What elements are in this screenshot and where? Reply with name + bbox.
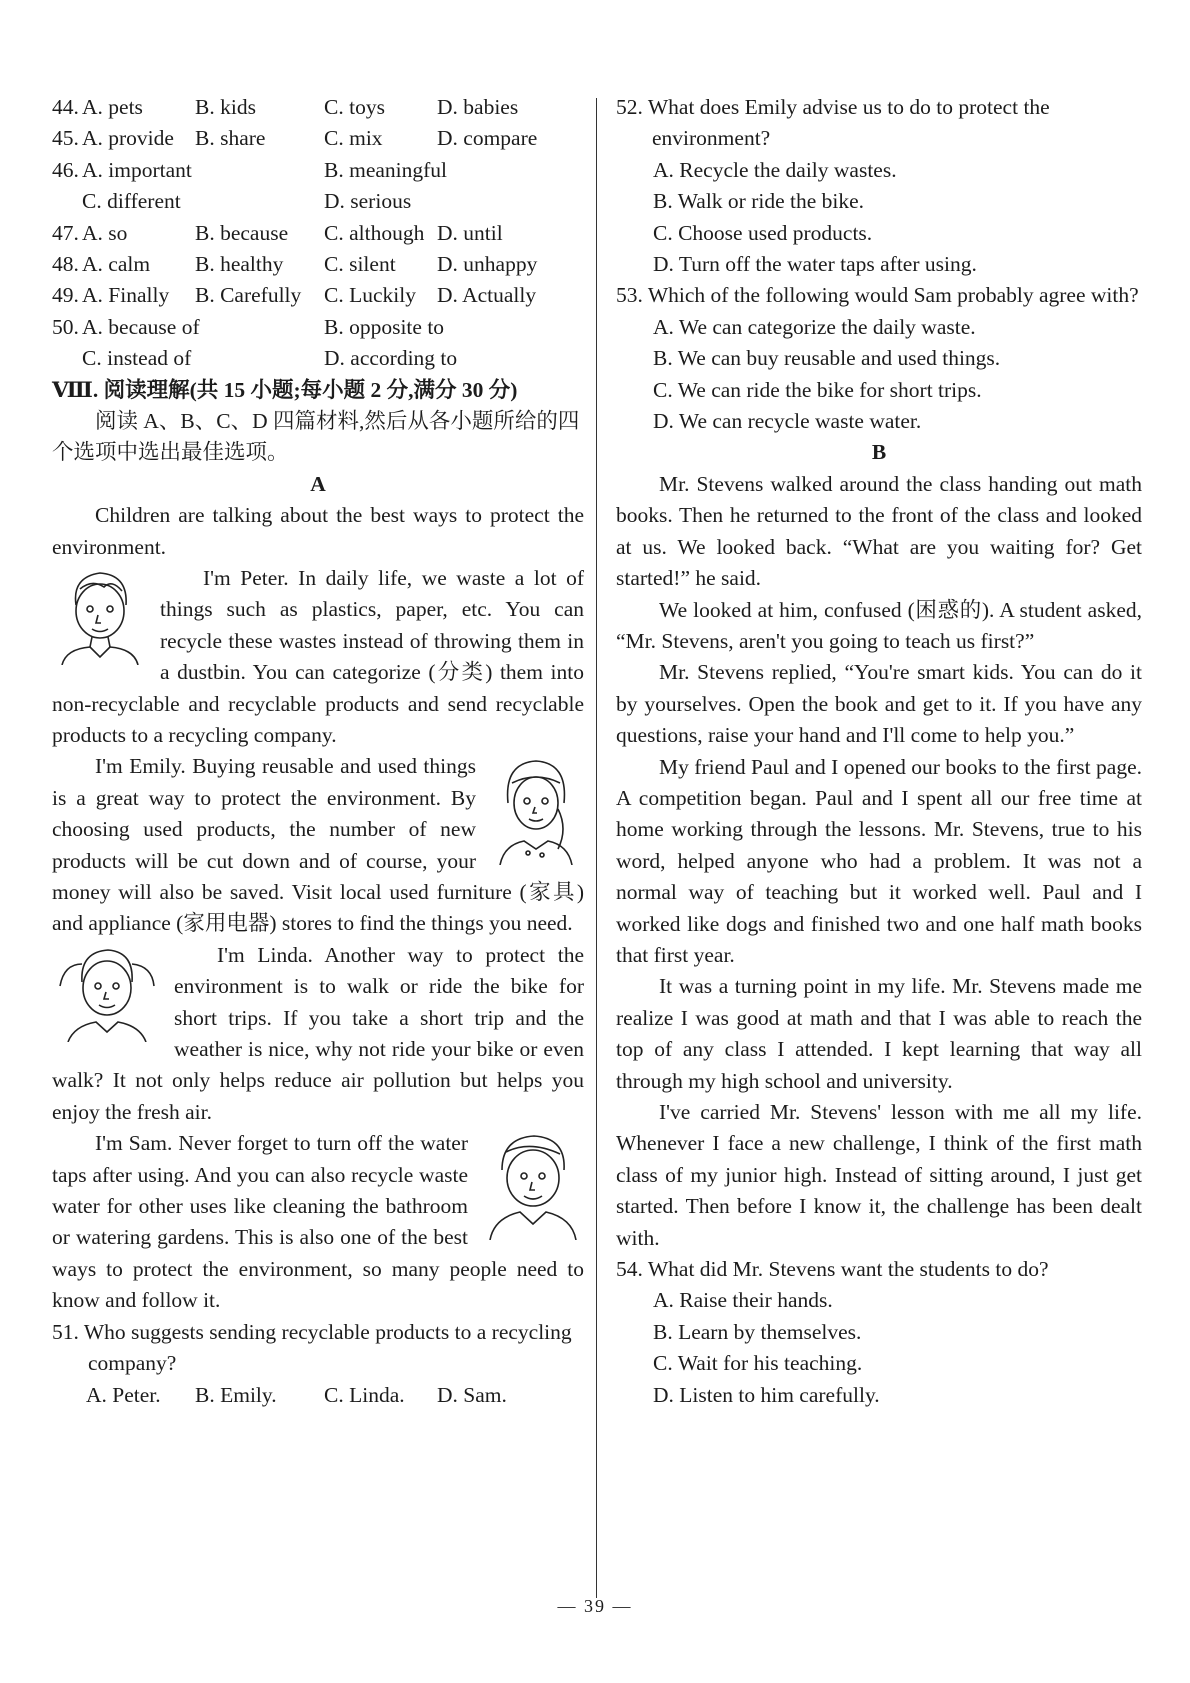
option-c: C. toys [324, 95, 385, 119]
question-number: 46. [52, 157, 79, 182]
option-b: B. healthy [195, 251, 284, 276]
option-a: A. We can categorize the daily waste. [653, 314, 976, 339]
left-column [52, 92, 584, 1411]
option-d: D. Actually [437, 283, 537, 308]
emily-illustration [488, 753, 584, 865]
question-number: 49. [52, 283, 79, 308]
option-c: C. Choose used products. [653, 220, 873, 245]
passage-a-peter: I'm Peter. In daily life, we waste a lot of things such as plastics, paper, etc. You can recycle these wastes instead of throwing them in a dustbin. You can categorize (分类) them into non-recyclable and recyclable products and send recyclable products to a recycling company. [52, 565, 584, 747]
option-a: A. Finally [82, 283, 170, 308]
option-c: C. mix [324, 126, 383, 151]
option-c: C. We can ride the bike for short trips. [653, 377, 982, 402]
option-row-48 [52, 249, 584, 280]
section-instruction: 阅读 A、B、C、D 四篇材料,然后从各小题所给的四个选项中选出最佳选项。 [52, 408, 580, 465]
passage-b-paragraph: We looked at him, confused (困惑的). A student asked, “Mr. Stevens, aren't you going to teach us first?” [616, 597, 1142, 653]
option-b: B. Emily. [195, 1382, 277, 1407]
option-d: D. unhappy [437, 251, 538, 276]
passage-b-paragraph: My friend Paul and I opened our books to the first page. A competition began. Paul and I spent all our free time at home working through the lessons. Mr. Stevens, true to his word, helped anyone who had a problem. It was not a normal way of teaching but it worked well. Paul and I worked like dogs and finished two and one half math books that first year. [616, 754, 1142, 967]
option-d: D. Turn off the water taps after using. [653, 252, 977, 277]
question-number: 44. [52, 95, 79, 119]
option-row-46b [52, 186, 584, 217]
passage-b-paragraph: I've carried Mr. Stevens' lesson with me all my life. Whenever I face a new challenge, I think of the first math class of my junior high. Instead of sitting around, I just get started. Then before I know it, the challenge has been dealt with. [616, 1100, 1142, 1250]
option-b: B. Walk or ride the bike. [653, 189, 865, 214]
question-number: 45. [52, 126, 79, 151]
question-51: 51. Who suggests sending recyclable products to a recycling company? [52, 1319, 572, 1376]
column-divider [596, 98, 597, 1598]
option-b: B. kids [195, 95, 256, 119]
option-c: C. Wait for his teaching. [653, 1351, 863, 1376]
option-a: A. Peter. [86, 1382, 161, 1407]
option-c: C. although [324, 220, 425, 245]
question-53: 53. Which of the following would Sam probably agree with? [616, 283, 1139, 308]
question-52: 52. What does Emily advise us to do to protect the environment? [616, 95, 1050, 151]
passage-a-emily: I'm Emily. Buying reusable and used things is a great way to protect the environment. By choosing used products, the number of new products will be cut down and of course, your money will also be saved. Visit local used furniture (家具) and appliance (家用电器) stores to find the things you need. [52, 754, 584, 936]
option-d: D. according to [324, 346, 458, 371]
passage-b-paragraph: Mr. Stevens walked around the class handing out math books. Then he returned to the front of the class and looked at us. We looked back. “What are you waiting for? Get started!” he said. [616, 471, 1142, 591]
passage-a-linda: I'm Linda. Another way to protect the environment is to walk or ride the bike for short trips. If you take a short trip and the weather is nice, why not ride your bike or even walk? It not only helps reduce air pollution but helps you enjoy the fresh air. [52, 942, 584, 1124]
option-a: A. calm [82, 251, 151, 276]
option-c: C. silent [324, 251, 396, 276]
option-c: C. instead of [82, 346, 192, 371]
option-c: C. Linda. [324, 1382, 405, 1407]
question-number: 50. [52, 314, 79, 339]
peter-illustration [52, 565, 148, 665]
question-number: 48. [52, 251, 79, 276]
question-51-options [52, 1380, 584, 1411]
option-a: A. important [82, 157, 192, 182]
passage-b-paragraph: It was a turning point in my life. Mr. Stevens made me realize I was good at math and that I was able to reach the top of any class I attended. I kept learning that way all through my high school and university. [616, 974, 1142, 1093]
option-row-46a [52, 155, 584, 186]
option-row-50a [52, 312, 584, 343]
option-b: B. Carefully [195, 283, 302, 308]
option-b: B. meaningful [324, 157, 448, 182]
option-c: C. different [82, 189, 181, 214]
option-row-44 [52, 92, 584, 123]
question-number: 47. [52, 220, 79, 245]
linda-illustration [52, 942, 162, 1042]
option-a: A. so [82, 220, 128, 245]
option-d: D. compare [437, 126, 538, 151]
option-a: A. provide [82, 126, 174, 151]
option-row-47 [52, 218, 584, 249]
option-row-49 [52, 280, 584, 311]
option-a: A. Recycle the daily wastes. [653, 157, 897, 182]
right-column [616, 92, 1142, 1411]
option-b: B. Learn by themselves. [653, 1319, 862, 1344]
option-c: C. Luckily [324, 283, 416, 308]
option-a: A. pets [82, 95, 143, 119]
question-54: 54. What did Mr. Stevens want the students to do? [616, 1257, 1049, 1282]
option-b: B. because [195, 220, 289, 245]
page-number: — 39 — [557, 1596, 633, 1616]
option-a: A. Raise their hands. [653, 1288, 833, 1313]
option-b: B. opposite to [324, 314, 445, 339]
option-d: D. We can recycle waste water. [653, 409, 922, 434]
section-title: Ⅷ. 阅读理解(共 15 小题;每小题 2 分,满分 30 分) [52, 377, 518, 402]
option-a: A. because of [82, 314, 200, 339]
option-row-50b [52, 343, 584, 374]
option-d: D. until [437, 220, 503, 245]
option-b: B. We can buy reusable and used things. [653, 346, 1001, 371]
passage-b-label: B [871, 440, 887, 465]
option-row-45 [52, 123, 584, 154]
passage-b-paragraph: Mr. Stevens replied, “You're smart kids. You can do it by yourselves. Open the book and get to it. If you have any questions, raise your hand and I'll come to help you.” [616, 660, 1142, 748]
option-d: D. babies [437, 95, 519, 119]
passage-a-intro: Children are talking about the best ways to protect the environment. [52, 503, 584, 559]
option-b: B. share [195, 126, 266, 151]
sam-illustration [480, 1130, 584, 1240]
passage-a-sam: I'm Sam. Never forget to turn off the water taps after using. And you can also recycle waste water for other uses like cleaning the bathroom or watering gardens. This is also one of the best ways to protect the environment, so many people need to know and follow it. [52, 1131, 584, 1313]
option-d: D. serious [324, 189, 412, 214]
option-d: D. Sam. [437, 1382, 507, 1407]
passage-a-label: A [310, 471, 326, 496]
option-d: D. Listen to him carefully. [653, 1382, 880, 1407]
